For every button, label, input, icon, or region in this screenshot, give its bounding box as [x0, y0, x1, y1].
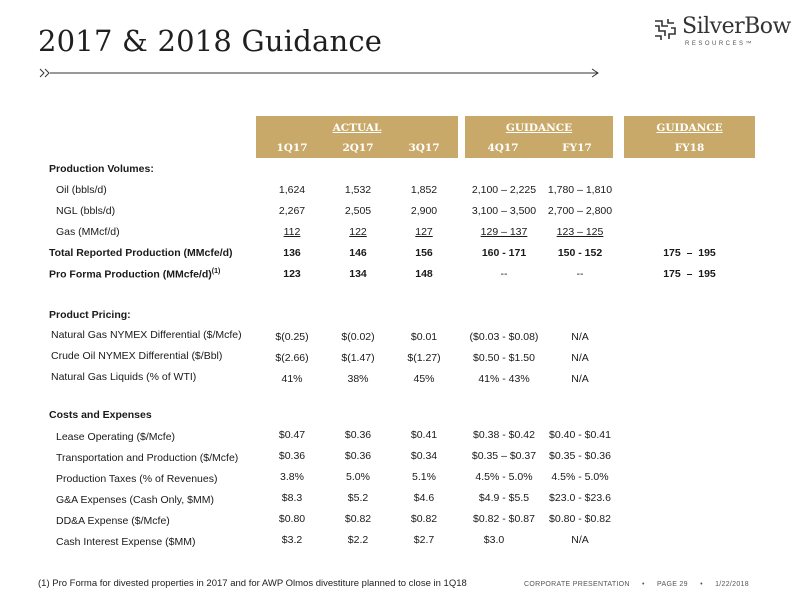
col-header-3q17: 3Q17 [408, 142, 440, 154]
cell: $0.34 [410, 450, 438, 462]
cell: 41% [281, 373, 303, 385]
header-guidance-2017: GUIDANCE [505, 122, 573, 134]
cell: $(0.25) [275, 331, 309, 343]
logo-name: SilverBow [682, 14, 791, 39]
cell: $(1.27) [407, 352, 441, 364]
cell: 112 [283, 226, 301, 238]
row-label [49, 268, 220, 281]
cell: $3.2 [281, 534, 303, 546]
cell: -- [500, 268, 508, 280]
row-label: DD&A Expense ($/Mcfe) [56, 515, 170, 527]
cell: $0.50 - $1.50 [473, 352, 535, 364]
cell: 122 [349, 226, 367, 238]
cell: $2.2 [347, 534, 369, 546]
row-label: Crude Oil NYMEX Differential ($/Bbl) [51, 350, 223, 362]
cell: 150 - 152 [557, 247, 603, 259]
cell: 3.8% [280, 471, 304, 483]
cell: N/A [571, 534, 589, 546]
proforma-label-text: Pro Forma Production (MMcfe/d) [49, 268, 212, 281]
row-label: Gas (MMcf/d) [56, 226, 120, 238]
cell: 123 – 125 [556, 226, 604, 238]
cell: 134 [349, 268, 367, 280]
footer-page: PAGE 29 [657, 581, 688, 588]
footer-date: 1/22/2018 [715, 581, 749, 588]
row-label: Transportation and Production ($/Mcfe) [56, 452, 239, 464]
row-label: Production Taxes (% of Revenues) [56, 473, 218, 485]
footer-presentation: CORPORATE PRESENTATION [524, 581, 630, 588]
footer-separator: • [642, 581, 645, 588]
company-logo [652, 14, 791, 50]
cell: $0.36 [278, 450, 306, 462]
logo-subtitle: RESOURCES™ [685, 41, 755, 47]
cell: 1,532 [344, 184, 372, 196]
cell: 129 – 137 [480, 226, 528, 238]
cell: $5.2 [347, 492, 369, 504]
cell: 4.5% - 5.0% [475, 471, 533, 483]
slide-footer [524, 581, 759, 588]
cell: $0.35 – $0.37 [471, 450, 537, 462]
row-label: Cash Interest Expense ($MM) [56, 536, 196, 548]
cell: 156 [415, 247, 433, 259]
cell: 3,100 – 3,500 [471, 205, 537, 217]
col-header-4q17: 4Q17 [487, 142, 519, 154]
cell: ($0.03 - $0.08) [469, 331, 539, 343]
col-header-1q17: 1Q17 [276, 142, 308, 154]
cell: 123 [283, 268, 301, 280]
cell: 175 – 195 [663, 268, 716, 280]
cell: $0.82 [410, 513, 438, 525]
footer-separator: • [700, 581, 703, 588]
cell: $4.9 - $5.5 [478, 492, 530, 504]
cell: $3.0 [483, 534, 505, 546]
cell: $0.40 - $0.41 [549, 429, 611, 441]
cell: 136 [283, 247, 301, 259]
cell: $0.38 - $0.42 [473, 429, 535, 441]
cell: 2,100 – 2,225 [471, 184, 537, 196]
cell: $(0.02) [341, 331, 375, 343]
section-pricing: Product Pricing: [49, 309, 131, 321]
cell: $0.36 [344, 450, 372, 462]
cell: $0.82 [344, 513, 372, 525]
cell: $0.82 - $0.87 [473, 513, 535, 525]
cell: -- [576, 268, 584, 280]
cell: 5.0% [346, 471, 370, 483]
cell: 41% - 43% [478, 373, 530, 385]
section-production: Production Volumes: [49, 163, 154, 175]
row-label: Natural Gas Liquids (% of WTI) [51, 371, 197, 383]
cell: 146 [349, 247, 367, 259]
col-header-fy18: FY18 [674, 142, 705, 154]
cell: 2,900 [410, 205, 438, 217]
cell: $2.7 [413, 534, 435, 546]
cell: 175 – 195 [663, 247, 716, 259]
cell: 148 [415, 268, 433, 280]
cell: $0.47 [278, 429, 306, 441]
section-costs: Costs and Expenses [49, 409, 152, 421]
cell: 5.1% [412, 471, 436, 483]
cell: $0.80 - $0.82 [549, 513, 611, 525]
header-actual: ACTUAL [332, 122, 382, 134]
cell: $0.41 [410, 429, 438, 441]
cell: 4.5% - 5.0% [551, 471, 609, 483]
row-label: NGL (bbls/d) [56, 205, 116, 217]
cell: N/A [571, 352, 589, 364]
cell: 127 [415, 226, 433, 238]
cell: $0.01 [410, 331, 438, 343]
cell: $(2.66) [275, 352, 309, 364]
cell: $23.0 - $23.6 [549, 492, 611, 504]
cell: 1,780 – 1,810 [547, 184, 613, 196]
row-label: Total Reported Production (MMcfe/d) [49, 247, 233, 259]
col-header-2q17: 2Q17 [342, 142, 374, 154]
cell: $4.6 [413, 492, 435, 504]
cell: $0.80 [278, 513, 306, 525]
cell: $0.36 [344, 429, 372, 441]
cell: 45% [413, 373, 435, 385]
cell: N/A [571, 331, 589, 343]
row-label: Lease Operating ($/Mcfe) [56, 431, 176, 443]
cell: 1,624 [278, 184, 306, 196]
row-label: G&A Expenses (Cash Only, $MM) [56, 494, 214, 506]
footnote: (1) Pro Forma for divested properties in 2017 and for AWP Olmos divestiture planned to close in 1Q18 [38, 578, 467, 589]
row-label: Oil (bbls/d) [56, 184, 107, 196]
cell: 2,700 – 2,800 [547, 205, 613, 217]
header-guidance-2018: GUIDANCE [656, 122, 723, 134]
cell: 160 - 171 [481, 247, 527, 259]
cell: N/A [571, 373, 589, 385]
cell: 2,505 [344, 205, 372, 217]
page-title: 2017 & 2018 Guidance [38, 24, 383, 58]
cell: 38% [347, 373, 369, 385]
footnote-marker: (1) [211, 268, 221, 275]
cell: 1,852 [410, 184, 438, 196]
cell: $0.35 - $0.36 [549, 450, 611, 462]
logo-mark-icon [652, 16, 678, 42]
cell: 2,267 [278, 205, 306, 217]
col-header-fy17: FY17 [562, 142, 592, 154]
title-divider-arrow [38, 66, 604, 80]
cell: $8.3 [281, 492, 303, 504]
cell: $(1.47) [341, 352, 375, 364]
row-label: Natural Gas NYMEX Differential ($/Mcfe) [51, 329, 242, 341]
